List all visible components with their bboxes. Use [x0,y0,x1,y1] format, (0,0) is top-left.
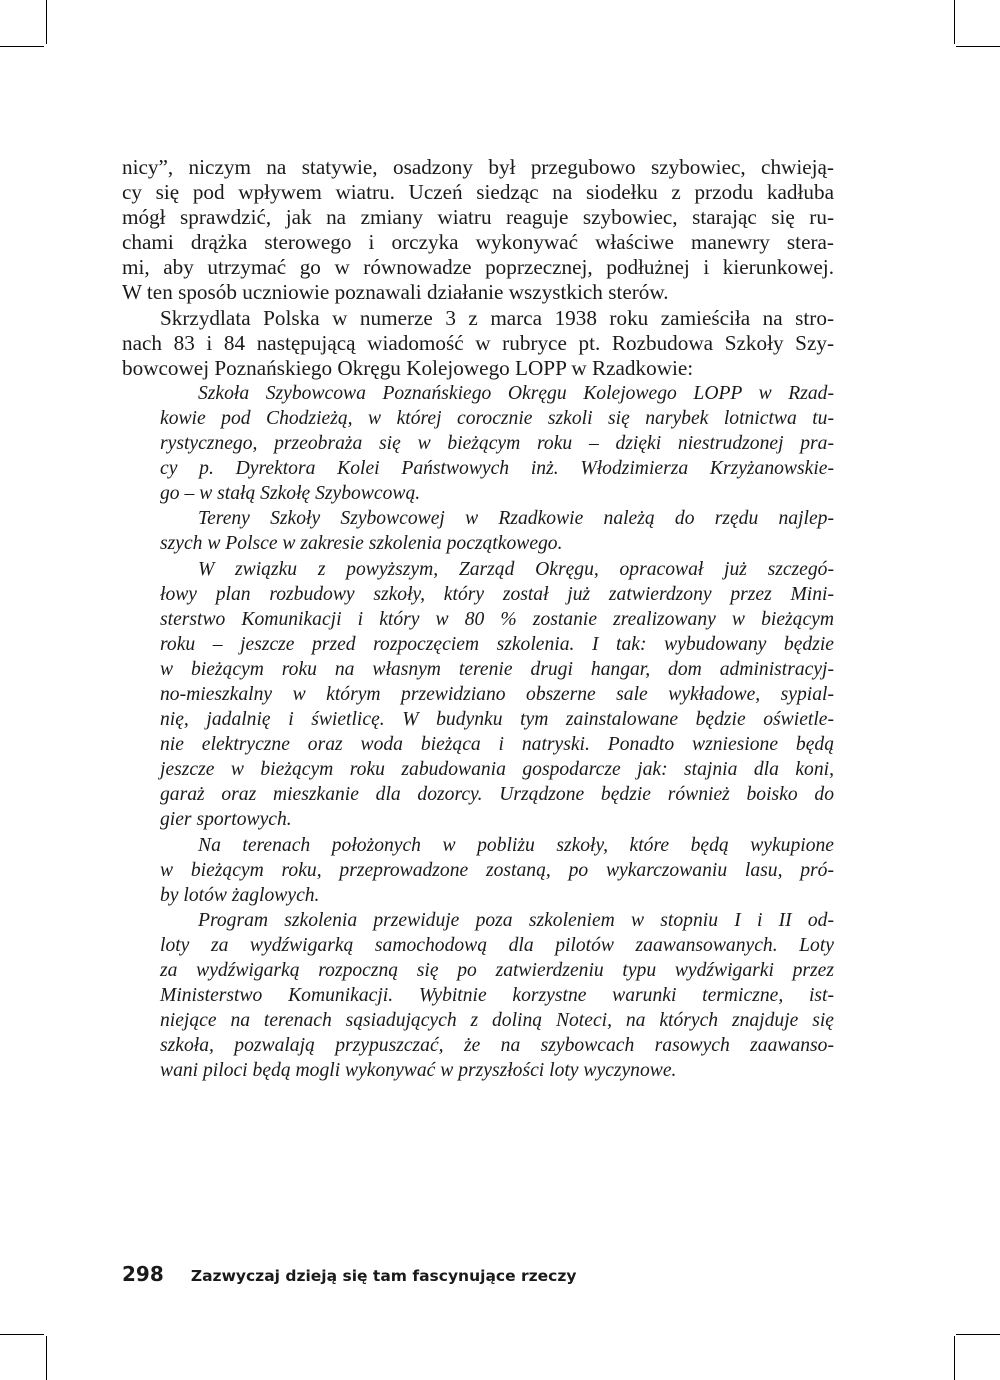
quote-line: roku – jeszcze przed rozpoczęciem szkolenia. I tak: wybudowany będzie [160,633,834,655]
quote-line: nię, jadalnię i świetlicę. W budynku tym zainstalowane będzie oświetle- [160,709,834,731]
crop-mark [46,1336,47,1380]
quote-line: go – w stałą Szkołę Szybowcową. [160,483,421,505]
quote-line: nie elektryczne oraz woda bieżąca i natryski. Ponadto wzniesione będą [160,734,834,756]
quote-line: loty za wydźwigarką samochodową dla pilotów zaawansowanych. Loty [160,934,834,956]
quote-line: jeszcze w bieżącym roku zabudowania gospodarcze jak: stajnia dla koni, [160,759,834,781]
crop-mark [954,1336,955,1380]
quote-line: niejące na terenach sąsiadujących z doliną Noteci, na których znajduje się [160,1010,834,1032]
quote-line: kowie pod Chodzieżą, w której corocznie szkoli się narybek lotnictwa tu- [160,407,834,429]
quote-line: W związku z powyższym, Zarząd Okręgu, opracował już szczegó- [198,558,834,580]
crop-mark [956,1334,1000,1335]
crop-mark [956,46,1000,47]
quote-line: by lotów żaglowych. [160,884,320,906]
body-line: chami drążka sterowego i orczyka wykonywać właściwe manewry stera- [122,230,834,255]
quote-line: szkoła, pozwalają przypuszczać, że na szybowcach rasowych zaawanso- [160,1035,834,1057]
crop-mark [46,0,47,44]
quote-line: sterstwo Komunikacji i który w 80 % zostanie zrealizowany w bieżącym [160,608,834,630]
quote-line: garaż oraz mieszkanie dla dozorcy. Urządzone będzie również boisko do [160,784,834,806]
quote-line: rystycznego, przeobraża się w bieżącym roku – dzięki niestrudzonej pra- [160,433,834,455]
page-footer [122,1262,577,1286]
body-line: W ten sposób uczniowie poznawali działanie wszystkich sterów. [122,280,669,305]
page-body [122,155,834,1083]
quote-line: Ministerstwo Komunikacji. Wybitnie korzystne warunki termiczne, ist- [160,985,834,1007]
crop-mark [0,1334,44,1335]
quote-line: za wydźwigarką rozpoczną się po zatwierdzeniu typu wydźwigarki przez [160,960,834,981]
quote-line: Tereny Szkoły Szybowcowej w Rzadkowie należą do rzędu najlep- [198,508,834,530]
block-quote [122,381,834,1084]
body-line: nicy”, niczym na statywie, osadzony był przegubowo szybowiec, chwieją- [122,155,834,179]
body-line: cy się pod wpływem wiatru. Uczeń siedząc na siodełku z przodu kadłuba [122,180,834,205]
crop-mark [954,0,955,44]
quote-line: cy p. Dyrektora Kolei Państwowych inż. Włodzimierza Krzyżanowskie- [160,458,834,480]
quote-line: Na terenach położonych w pobliżu szkoły, które będą wykupione [198,834,834,856]
body-line: nach 83 i 84 następującą wiadomość w rubryce pt. Rozbudowa Szkoły Szy- [122,330,834,355]
quote-line: łowy plan rozbudowy szkoły, który został już zatwierdzony przez Mini- [160,583,834,605]
body-line: bowcowej Poznańskiego Okręgu Kolejowego LOPP w Rzadkowie: [122,355,694,380]
crop-mark [0,46,44,47]
quote-line: gier sportowych. [160,809,292,831]
quote-line: wani piloci będą mogli wykonywać w przyszłości loty wyczynowe. [160,1060,677,1082]
quote-line: w bieżącym roku na własnym terenie drugi hangar, dom administracyj- [160,658,834,680]
body-line: mógł sprawdzić, jak na zmiany wiatru reaguje szybowiec, starając się ru- [122,205,834,230]
quote-line: no-mieszkalny w którym przewidziano obszerne sale wykładowe, sypial- [160,683,834,705]
quote-line: szych w Polsce w zakresie szkolenia początkowego. [160,533,563,555]
body-line: mi, aby utrzymać go w równowadze poprzecznej, podłużnej i kierunkowej. [122,255,834,280]
quote-line: w bieżącym roku, przeprowadzone zostaną, po wykarczowaniu lasu, pró- [160,859,834,881]
running-title: Zazwyczaj dzieją się tam fascynujące rzeczy [190,1267,577,1285]
quote-line: Program szkolenia przewiduje poza szkoleniem w stopniu I i II od- [198,909,834,931]
page-number: 298 [122,1262,164,1286]
body-line: Skrzydlata Polska w numerze 3 z marca 1938 roku zamieściła na stro- [160,305,834,330]
quote-line: Szkoła Szybowcowa Poznańskiego Okręgu Kolejowego LOPP w Rzad- [198,382,834,404]
